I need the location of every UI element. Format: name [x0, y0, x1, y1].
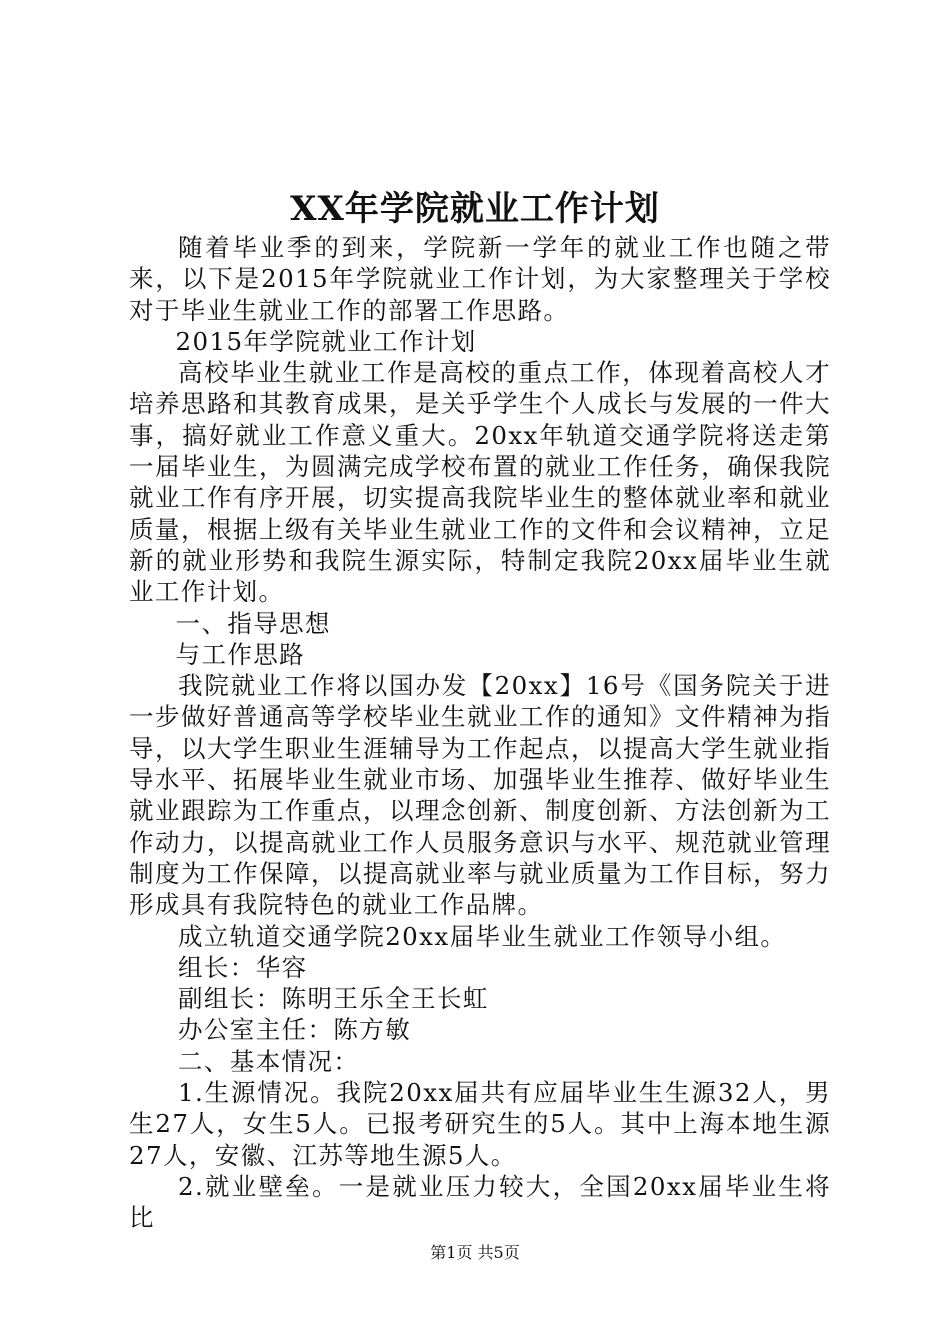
student-source-paragraph: 1.生源情况。我院20xx届共有应届毕业生生源32人，男生27人，女生5人。已报考研究生的5人。其中上海本地生源27人，安徽、江苏等地生源5人。 [129, 1078, 831, 1170]
group-leader-line: 组长：华容 [178, 952, 308, 982]
section-heading-guiding-thought: 一、指导思想 [175, 608, 331, 638]
office-director-line: 办公室主任：陈方敏 [178, 1015, 412, 1045]
leadership-group-line: 成立轨道交通学院20xx届毕业生就业工作领导小组。 [178, 921, 787, 951]
section-heading-work-approach: 与工作思路 [175, 639, 306, 669]
intro-paragraph: 随着毕业季的到来，学院新一学年的就业工作也随之带来，以下是2015年学院就业工作计划，为大家整理关于学校对于毕业生就业工作的部署工作思路。 [129, 233, 831, 325]
employment-barrier-paragraph: 2.就业壁垒。一是就业压力较大，全国20xx届毕业生将比 [129, 1171, 831, 1233]
document-body [129, 232, 831, 1234]
document-title: XX年学院就业工作计划 [290, 189, 660, 229]
overview-paragraph: 高校毕业生就业工作是高校的重点工作，体现着高校人才培养思路和其教育成果，是关乎学生个人成长与发展的一件大事，搞好就业工作意义重大。20xx年轨道交通学院将送走第一届毕业生，为圆满完成学校布置的就业工作任务，确保我院就业工作有序开展，切实提高我院毕业生的整体就业率和就业质量，根据上级有关毕业生就业工作的文件和会议精神，立足新的就业形势和我院生源实际，特制定我院20xx届毕业生就业工作计划。 [129, 358, 831, 607]
guiding-paragraph: 我院就业工作将以国办发【20xx】16号《国务院关于进一步做好普通高等学校毕业生就业工作的通知》文件精神为指导，以大学生职业生涯辅导为工作起点，以提高大学生就业指导水平、拓展毕业生就业市场、加强毕业生推荐、做好毕业生就业跟踪为工作重点，以理念创新、制度创新、方法创新为工作动力，以提高就业工作人员服务意识与水平、规范就业管理制度为工作保障，以提高就业率与就业质量为工作目标，努力形成具有我院特色的就业工作品牌。 [129, 671, 831, 920]
deputy-leader-line: 副组长：陈明王乐全王长虹 [178, 984, 489, 1014]
section-heading-basic-situation: 二、基本情况： [178, 1046, 360, 1076]
plan-subtitle: 2015年学院就业工作计划 [175, 326, 477, 356]
page-number-footer: 第1页 共5页 [430, 1243, 520, 1262]
